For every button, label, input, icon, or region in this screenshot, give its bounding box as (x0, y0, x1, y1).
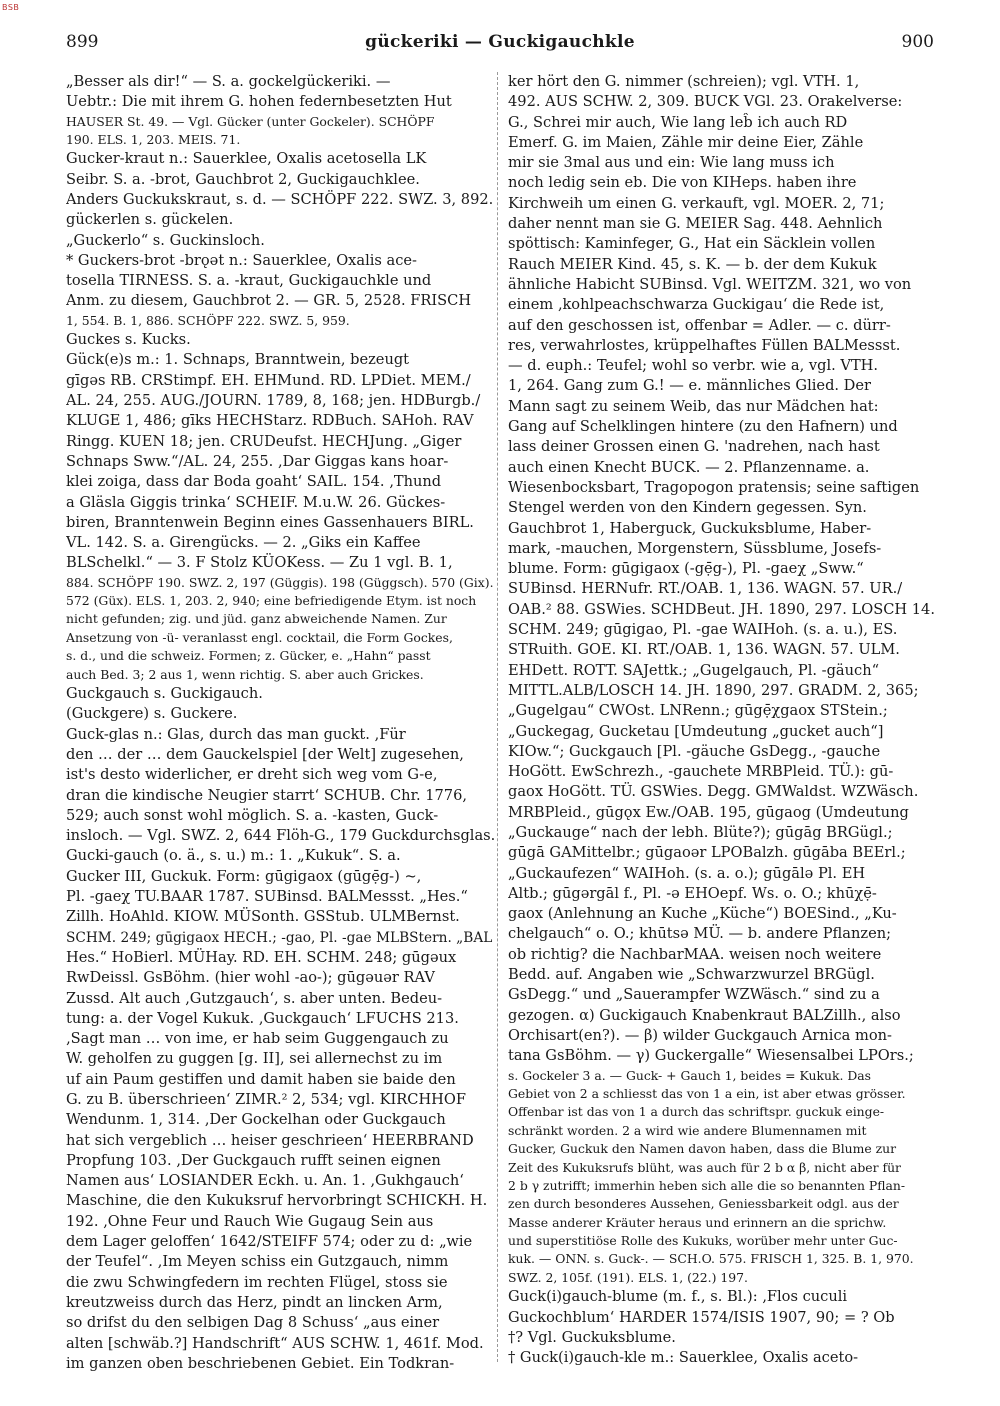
text-line: Gucki-gauch (o. ä., s. u.) m.: 1. „Kukuk“. S. a. (66, 847, 401, 865)
text-line: Kirchweih um einen G. verkauft, vgl. MOER. 2, 71; (508, 194, 885, 212)
text-line: W. geholfen zu guggen [g. II], sei allernechst zu im (66, 1050, 443, 1068)
text-line: s. d., und die schweiz. Formen; z. Gücker, e. „Hahn“ passt (66, 648, 431, 664)
text-line: gezogen. α) Guckigauch Knabenkraut BALZillh., also (508, 1006, 901, 1024)
text-line: res, verwahrlostes, krüppelhaftes Füllen BALMessst. (508, 336, 901, 354)
text-line: G., Schrei mir auch, Wie lang leb̂ ich auch RD (508, 113, 848, 131)
text-line: Guck-glas n.: Glas, durch das man guckt. ‚Für (66, 725, 406, 743)
text-line: KLUGE 1, 486; gīks HECHStarz. RDBuch. SAHoh. RAV (66, 412, 474, 430)
text-line: nicht gefunden; zig. und jüd. ganz abweichende Namen. Zur (66, 611, 447, 627)
text-line: daher nennt man sie G. MEIER Sag. 448. Aehnlich (508, 215, 883, 233)
text-line: „Guckegag, Gucketau [Umdeutung „gucket auch“] (508, 722, 884, 740)
text-line: „Guckauge“ nach der lebh. Blüte?); gūgāg BRGügl.; (508, 823, 893, 841)
text-line: * Guckers-brot -brǫət n.: Sauerklee, Oxalis ace- (66, 251, 417, 269)
text-line: insloch. — Vgl. SWZ. 2, 644 Flöh-G., 179 Guckdurchsglas. (66, 827, 496, 845)
text-line: Guckes s. Kucks. (66, 331, 191, 349)
text-line: RwDeissl. GsBöhm. (hier wohl -ao-); gūgəuər RAV (66, 969, 435, 987)
text-line: Anm. zu diesem, Gauchbrot 2. — GR. 5, 2528. FRISCH (66, 292, 472, 310)
text-line: 192. ‚Ohne Feur und Rauch Wie Gugaug Sein aus (66, 1212, 434, 1230)
text-line: mir sie 3mal aus und ein: Wie lang muss ich (508, 154, 835, 172)
text-line: Namen aus‘ LOSIANDER Eckh. u. An. 1. ‚Gukhgauch‘ (66, 1172, 464, 1190)
text-line: † Guck(i)gauch-kle m.: Sauerklee, Oxalis aceto- (508, 1349, 859, 1367)
text-line: Gucker III, Guckuk. Form: gūgigaox (gūgẹ̄g-) ~, (66, 867, 422, 885)
text-line: tosella TIRNESS. S. a. -kraut, Guckigauchkle und (66, 272, 432, 290)
text-line: gūgā GAMittelbr.; gūgaoər LPOBalzh. gūgāba BEErl.; (508, 844, 906, 862)
text-line: — d. euph.: Teufel; wohl so verbr. wie a, vgl. VTH. (508, 357, 879, 375)
text-line: Uebtr.: Die mit ihrem G. hohen federnbesetzten Hut (66, 93, 452, 111)
text-line: Mann sagt zu seinem Weib, das nur Mädchen hat: (508, 397, 879, 415)
text-line: Zillh. HoAhld. KIOW. MÜSonth. GSStub. ULMBernst. (66, 908, 460, 926)
page-number-right: 900 (901, 32, 934, 52)
text-line: s. Gockeler 3 a. — Guck- + Gauch 1, beides = Kukuk. Das (508, 1067, 872, 1083)
text-line: Offenbar ist das von 1 a durch das schriftspr. guckuk einge- (508, 1104, 885, 1120)
text-line: Guckgauch s. Guckigauch. (66, 685, 263, 703)
text-line: G. zu B. überschrieen‘ ZIMR.² 2, 534; vgl. KIRCHHOF (66, 1090, 466, 1108)
text-line: und superstitiöse Rolle des Kukuks, worüber mehr unter Guc- (508, 1233, 898, 1249)
text-line: Wiesenbocksbart, Tragopogon pratensis; seine saftigen (508, 478, 920, 496)
right-column (508, 72, 938, 1372)
text-line: HAUSER St. 49. — Vgl. Gücker (unter Gockeler). SCHÖPF (66, 113, 435, 129)
text-line: 529; auch sonst wohl möglich. S. a. -kasten, Guck- (66, 806, 439, 824)
text-line: chelgauch“ o. O.; khūtsə MÜ. — b. andere Pflanzen; (508, 925, 892, 943)
text-line: ‚Sagt man … von ime, er hab seim Guggengauch zu (66, 1030, 449, 1048)
text-line: Emerf. G. im Maien, Zähle mir deine Eier, Zähle (508, 133, 864, 151)
text-line: Zeit des Kukuksrufs blüht, was auch für 2 b α β, nicht aber für (508, 1159, 901, 1175)
text-line: †? Vgl. Guckuksblume. (508, 1328, 676, 1346)
text-line: Maschine, die den Kukuksruf hervorbringt SCHICKH. H. (66, 1192, 488, 1210)
text-line: Propfung 103. ‚Der Guckgauch rufft seinen eignen (66, 1151, 441, 1169)
text-line: Orchisart(en?). — β) wilder Guckgauch Arnica mon- (508, 1026, 892, 1044)
text-line: spöttisch: Kaminfeger, G., Hat ein Säcklein vollen (508, 235, 876, 253)
text-line: Hes.“ HoBierl. MÜHay. RD. EH. SCHM. 248; gūgəux (66, 948, 457, 966)
text-line: alten [schwäb.?] Handschrift“ AUS SCHW. 1, 461f. Mod. (66, 1334, 484, 1352)
text-line: Guck(i)gauch-blume (m. f., s. Bl.): ‚Flos cuculi (508, 1288, 848, 1306)
text-line: Pl. -gaeχ TU.BAAR 1787. SUBinsd. BALMessst. „Hes.“ (66, 888, 468, 906)
text-line: blume. Form: gūgigaox (-gẹ̄g-), Pl. -gaeχ „Sww.“ (508, 560, 864, 578)
text-line: gīgəs RB. CRStimpf. EH. EHMund. RD. LPDiet. MEM./ (66, 371, 471, 389)
text-line: dran die kindische Neugier starrt‘ SCHUB. Chr. 1776, (66, 786, 467, 804)
text-line: tana GsBöhm. — γ) Guckergalle“ Wiesensalbei LPOrs.; (508, 1047, 914, 1065)
text-line: EHDett. ROTT. SAJettk.; „Gugelgauch, Pl. -gäuch“ (508, 661, 880, 679)
text-line: Gucker, Guckuk den Namen davon haben, dass die Blume zur (508, 1141, 897, 1157)
text-line: den … der … dem Gauckelspiel [der Welt] zugesehen, (66, 745, 464, 763)
text-line: Altb.; gūgərgāl f., Pl. -ə EHOepf. Ws. o. O.; khūχẹ̄- (508, 884, 877, 902)
text-line: Stengel werden von den Kindern gegessen. Syn. (508, 499, 867, 517)
text-line: zen durch besonderes Aussehen, Geniessbarkeit odgl. aus der (508, 1196, 899, 1212)
text-line: SCHM. 249; gūgigaox HECH.; -gao, Pl. -gae MLBStern. „BAL (66, 929, 493, 946)
text-line: (Guckgere) s. Guckere. (66, 705, 238, 723)
text-line: gaox (Anlehnung an Kuche „Küche“) BOESind., „Ku- (508, 905, 897, 923)
text-line: dem Lager geloffen‘ 1642/STEIFF 574; oder zu d: „wie (66, 1233, 473, 1251)
running-head: gückeriki — Guckigauchkle (365, 32, 635, 52)
text-line: Schnaps Sww.“/AL. 24, 255. ‚Dar Giggas kans hoar- (66, 452, 449, 470)
text-line: auf den geschossen ist, offenbar = Adler. — c. dürr- (508, 316, 891, 334)
text-line: Guckochblum‘ HARDER 1574/ISIS 1907, 90; = ? Ob (508, 1308, 895, 1326)
text-line: tung: a. der Vogel Kukuk. ‚Guckgauch‘ LFUCHS 213. (66, 1009, 459, 1027)
text-line: der Teufel“. ‚Im Meyen schiss ein Gutzgauch, nimm (66, 1253, 449, 1271)
text-line: Gück(e)s m.: 1. Schnaps, Branntwein, bezeugt (66, 351, 410, 369)
text-line: SCHM. 249; gūgigao, Pl. -gae WAIHoh. (s. a. u.), ES. (508, 621, 898, 639)
text-line: die zwu Schwingfedern im rechten Flügel, stoss sie (66, 1273, 448, 1291)
text-line: MRBPleid., gūgǫx Ew./OAB. 195, gūgaog (Umdeutung (508, 803, 909, 821)
text-line: Gauchbrot 1, Haberguck, Guckuksblume, Haber- (508, 519, 872, 537)
text-line: MITTL.ALB/LOSCH 14. JH. 1890, 297. GRADM. 2, 365; (508, 681, 919, 699)
text-line: „Gugelgau“ CWOst. LNRenn.; gūgẹ̄χgaox STStein.; (508, 702, 888, 720)
text-line: SUBinsd. HERNufr. RT./OAB. 1, 136. WAGN. 57. UR./ (508, 580, 903, 598)
text-line: 884. SCHÖPF 190. SWZ. 2, 197 (Güggis). 198 (Güggsch). 570 (Gix). (66, 574, 494, 590)
text-line: KIOw.“; Guckgauch [Pl. -gäuche GsDegg., -gauche (508, 742, 881, 760)
library-stamp: BSB (2, 3, 20, 12)
text-line: Ansetzung von -ü- veranlasst engl. cocktail, die Form Gockes, (66, 629, 453, 645)
text-line: auch Bed. 3; 2 aus 1, wenn richtig. S. aber auch Grickes. (66, 666, 424, 682)
text-line: a Gläsla Giggis trinka‘ SCHEIF. M.u.W. 26. Gückes- (66, 493, 446, 511)
page-header (66, 32, 934, 58)
text-line: lass deiner Grossen einen G. 'nadrehen, nach hast (508, 438, 880, 456)
text-line: hat sich vergeblich … heiser geschrieen‘ HEERBRAND (66, 1131, 474, 1149)
text-line: im ganzen oben beschriebenen Gebiet. Ein Todkran- (66, 1354, 455, 1372)
text-line: Seibr. S. a. -brot, Gauchbrot 2, Guckigauchklee. (66, 170, 420, 188)
text-line: ähnliche Habicht SUBinsd. Vgl. WEITZM. 321, wo von (508, 275, 912, 293)
text-line: Wendunm. 1, 314. ‚Der Gockelhan oder Guckgauch (66, 1111, 446, 1129)
left-column (66, 72, 496, 1372)
text-line: „Besser als dir!“ — S. a. gockelgückeriki. — (66, 73, 391, 90)
text-line: HoGött. EwSchrezh., -gauchete MRBPleid. TÜ.): gū- (508, 763, 894, 781)
text-line: VL. 142. S. a. Girengücks. — 2. „Giks ein Kaffee (66, 534, 421, 552)
text-line: noch ledig sein eb. Die von KIHeps. haben ihre (508, 174, 857, 192)
text-line: Rauch MEIER Kind. 45, s. K. — b. der dem Kukuk (508, 255, 877, 273)
text-line: SWZ. 2, 105f. (191). ELS. 1, (22.) 197. (508, 1269, 748, 1285)
text-line: „Guckaufezen“ WAIHoh. (s. a. o.); gūgālə Pl. EH (508, 864, 866, 882)
text-line: Bedd. auf. Angaben wie „Schwarzwurzel BRGügl. (508, 966, 875, 984)
text-line: Anders Guckukskraut, s. d. — SCHÖPF 222. SWZ. 3, 892. (66, 190, 494, 208)
text-line: gückerlen s. gückelen. (66, 211, 234, 229)
text-line: GsDegg.“ und „Sauerampfer WZWäsch.“ sind zu a (508, 986, 880, 1004)
text-line: ker hört den G. nimmer (schreien); vgl. VTH. 1, (508, 73, 860, 90)
text-line: AL. 24, 255. AUG./JOURN. 1789, 8, 168; jen. HDBurgb./ (66, 392, 481, 410)
text-line: ob richtig? die NachbarMAA. weisen noch weitere (508, 945, 882, 963)
text-line: biren, Branntenwein Beginn eines Gassenhauers BIRL. (66, 513, 474, 531)
text-line: auch einen Knecht BUCK. — 2. Pflanzenname. a. (508, 458, 870, 476)
text-line: 1, 264. Gang zum G.! — e. männliches Glied. Der (508, 377, 871, 395)
text-line: 190. ELS. 1, 203. MEIS. 71. (66, 131, 241, 147)
text-line: so drifst du den selbigen Dag 8 Schuss‘ „aus einer (66, 1314, 440, 1332)
text-line: 572 (Güx). ELS. 1, 203. 2, 940; eine befriedigende Etym. ist noch (66, 593, 477, 609)
text-line: BLSchelkl.“ — 3. F Stolz KÜOKess. — Zu 1 vgl. B. 1, (66, 554, 453, 572)
text-line: 1, 554. B. 1, 886. SCHÖPF 222. SWZ. 5, 959. (66, 312, 350, 328)
text-line: Gebiet von 2 a schliesst das von 1 a ein, ist aber etwas grösser. (508, 1085, 906, 1101)
text-line: „Guckerlo“ s. Guckinsloch. (66, 231, 265, 249)
text-line: ist's desto widerlicher, er dreht sich weg vom G-e, (66, 766, 438, 784)
page-number-left: 899 (66, 32, 99, 52)
text-line: 492. AUS SCHW. 2, 309. BUCK VGl. 23. Orakelverse: (508, 93, 903, 111)
text-line: Zussd. Alt auch ‚Gutzgauch‘, s. aber unten. Bedeu- (66, 989, 443, 1007)
text-line: gaox HoGött. TÜ. GSWies. Degg. GMWaldst. WZWäsch. (508, 783, 919, 801)
text-line: schränkt worden. 2 a wird wie andere Blumennamen mit (508, 1122, 867, 1138)
text-line: mark, -mauchen, Morgenstern, Süssblume, Josefs- (508, 539, 882, 557)
text-line: uf ain Paum gestiffen und damit haben sie baide den (66, 1070, 456, 1088)
text-line: OAB.² 88. GSWies. SCHDBeut. JH. 1890, 297. LOSCH 14. (508, 600, 935, 618)
text-line: kuk. — ONN. s. Guck-. — SCH.O. 575. FRISCH 1, 325. B. 1, 970. (508, 1251, 914, 1267)
text-line: kreutzweiss durch das Herz, pindt an lincken Arm, (66, 1293, 443, 1311)
text-line: 2 b γ zutrifft; immerhin heben sich alle die so benannten Pflan- (508, 1177, 906, 1193)
text-line: Gang auf Schelklingen hintere (zu den Hafnern) und (508, 418, 898, 436)
text-line: klei zoiga, dass dar Boda goaht‘ SAIL. 154. ‚Thund (66, 473, 442, 491)
text-line: STRuith. GOE. KI. RT./OAB. 1, 136. WAGN. 57. ULM. (508, 641, 900, 659)
text-line: einem ‚kohlpeachschwarza Guckigau‘ die Rede ist, (508, 296, 885, 314)
text-line: Ringg. KUEN 18; jen. CRUDeufst. HECHJung. „Giger (66, 432, 462, 450)
column-divider (497, 72, 498, 1362)
text-line: Masse anderer Kräuter heraus und erinnern an die sprichw. (508, 1214, 887, 1230)
text-line: Gucker-kraut n.: Sauerklee, Oxalis acetosella LK (66, 150, 427, 168)
